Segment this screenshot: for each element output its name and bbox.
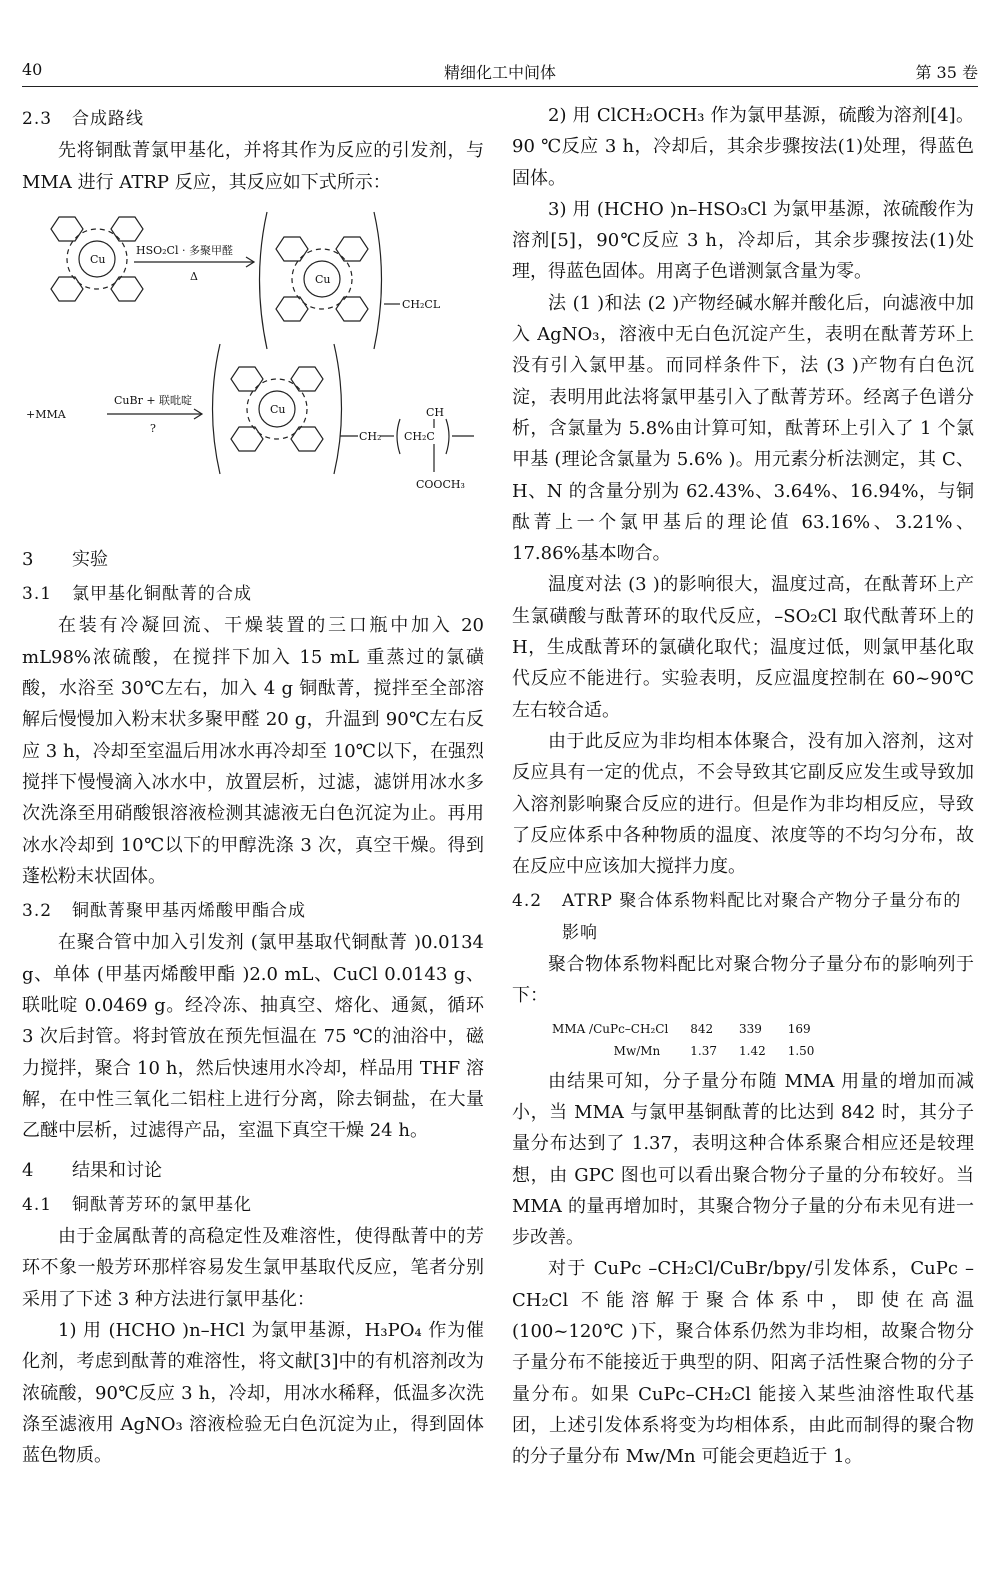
paragraph-4-1: 由于金属酞菁的高稳定性及难溶性，使得酞菁中的芳环不象一般芳环那样容易发生氯甲基取代反应，笔者分别采用了下述 3 种方法进行氯甲基化： xyxy=(22,1226,484,1310)
paragraph-3-1: 在装有冷凝回流、干燥装置的三口瓶中加入 20 mL98%浓硫酸，在搅拌下加入 15 mL 重蒸过的氯磺酸，水浴至 30℃左右，加入 4 g 铜酞菁，搅拌至全部溶解后慢慢加入粉末状多聚甲醛 20 g，升温到 90℃左右反应 3 h，冷却至室温后用冰水再冷却至 10℃以下，在强烈搅拌下慢慢滴入冰水中，放置层析，过滤，滤饼用冰水多次洗涤至用硝酸银溶液检测其滤液无白色沉淀为止。再用冰水冷却到 10℃以下的甲醇洗涤 3 次，真空干燥。得到蓬松粉末状固体。 xyxy=(22,615,484,887)
ratio-table xyxy=(552,1018,836,1062)
section-heading-4-1: 4.1 铜酞菁芳环的氯甲基化 xyxy=(22,1194,252,1215)
paragraph-result-3: 由于此反应为非均相本体聚合，没有加入溶剂，这对反应具有一定的优点，不会导致其它副反应发生或导致加入溶剂影响聚合反应的进行。但是作为非均相反应，导致了反应体系中各种物质的温度、浓度等的不均匀分布，故在反应中应该加大搅拌力度。 xyxy=(512,730,974,878)
metal-label-3: Cu xyxy=(270,402,286,416)
left-column xyxy=(22,100,484,1472)
reaction-scheme xyxy=(22,204,484,534)
methyl-label: CH xyxy=(426,405,445,419)
volume-label: 第 35 卷 xyxy=(915,63,978,82)
ester-label: COOCH₃ xyxy=(416,477,465,491)
chain-ch2-label: CH₂ xyxy=(359,429,382,443)
table-cell: 1.50 xyxy=(787,1043,815,1058)
table-row xyxy=(552,1018,836,1040)
table-cell: 1.42 xyxy=(739,1043,766,1058)
reagent-2-label: CuBr + 联吡啶 xyxy=(114,393,193,407)
page-header xyxy=(22,52,978,87)
section-heading-2-3: 2.3 合成路线 xyxy=(22,109,144,129)
condition-1-label: Δ xyxy=(190,269,198,283)
paragraph-method-3: 3) 用 (HCHO )n–HSO₃Cl 为氯甲基源，浓硫酸作为溶剂[5]，90℃反应 3 h，冷却后，其余步骤按法(1)处理，得蓝色固体。用离子色谱测氯含量为零。 xyxy=(512,198,974,283)
right-column xyxy=(512,100,974,1472)
repeat-unit-label: CH₂C xyxy=(404,429,435,443)
paragraph-result-6: 对于 CuPc –CH₂Cl/CuBr/bpy/引发体系，CuPc –CH₂Cl 不能溶解于聚合体系中，即使在高温 (100~120℃ )下，聚合体系仍然为非均相，故聚合物分子量分布不能接近于典型的阴、阳离子活性聚合物的分子量分布。如果 CuPc–CH₂Cl 能接入某些油溶性取代基团，上述引发体系将变为均相体系，由此而制得的聚合物的分子量分布 Mw/Mn 可能会更趋近于 1。 xyxy=(512,1258,974,1468)
section-heading-3: 3 实验 xyxy=(22,548,108,570)
paragraph-method-2: 2) 用 ClCH₂OCH₃ 作为氯甲基源，硫酸为溶剂[4]。90 ℃反应 3 h，冷却后，其余步骤按法(1)处理，得蓝色固体。 xyxy=(512,105,974,189)
reagent-1-label: HSO₂Cl · 多聚甲醛 xyxy=(136,243,233,257)
pendant-ch2cl-label: CH₂CL xyxy=(402,297,441,311)
table-cell: MMA /CuPc–CH₂Cl xyxy=(552,1021,669,1036)
section-heading-4: 4 结果和讨论 xyxy=(22,1159,162,1181)
table-row xyxy=(552,1040,836,1062)
table-cell: 842 xyxy=(690,1021,714,1036)
paragraph-result-2: 温度对法 (3 )的影响很大，温度过高，在酞菁环上产生氯磺酸与酞菁环的取代反应，–SO₂Cl 取代酞菁环上的 H，生成酞菁环的氯磺化取代；温度过低，则氯甲基化取代反应不能进行。实验表明，反应温度控制在 60~90℃左右较合适。 xyxy=(512,574,974,721)
paragraph-method-1: 1) 用 (HCHO )n–HCl 为氯甲基源，H₃PO₄ 作为催化剂，考虑到酞菁的难溶性，将文献[3]中的有机溶剂改为浓硫酸，90℃反应 3 h，冷却，用冰水稀释，低温多次洗涤至滤液用 AgNO₃ 溶液检验无白色沉淀为止，得到固体蓝色物质。 xyxy=(22,1320,484,1467)
section-heading-4-2: 4.2 ATRP 聚合体系物料配比对聚合产物分子量分布的影响 xyxy=(512,891,962,943)
mma-label: +MMA xyxy=(26,407,66,421)
paragraph-result-1: 法 (1 )和法 (2 )产物经碱水解并酸化后，向滤液中加入 AgNO₃，溶液中无白色沉淀产生，表明在酞菁芳环上没有引入氯甲基。而同样条件下，法 (3 )产物有白色沉淀，表明用此法将氯甲基引入了酞菁芳环。经离子色谱分析，含氯量为 5.8%由计算可知，酞菁环上引入了 1 个氯甲基 (理论含氯量为 5.6% )。用元素分析法测定，其 C、H、N 的含量分别为 62.43%、3.64%、16.94%，与铜酞菁上一个氯甲基后的理论值 63.16%、3.21%、17.86%基本吻合。 xyxy=(512,292,974,565)
table-cell: 1.37 xyxy=(690,1043,717,1058)
paragraph-result-5: 由结果可知，分子量分布随 MMA 用量的增加而减小，当 MMA 与氯甲基铜酞菁的比达到 842 时，其分子量分布达到了 1.37，表明这种合体系聚合相应还是较理想，由 GPC 图也可以看出聚合物分子量的分布较好。当 MMA 的量再增加时，其聚合物分子量的分布未见有进一步改善。 xyxy=(512,1070,974,1249)
page-number: 40 xyxy=(22,60,43,79)
metal-label-2: Cu xyxy=(315,272,331,286)
table-cell: 169 xyxy=(787,1021,811,1036)
paragraph-result-4: 聚合物体系物料配比对聚合物分子量分布的影响列于下： xyxy=(512,954,974,1007)
section-heading-3-2: 3.2 铜酞菁聚甲基丙烯酸甲酯合成 xyxy=(22,901,306,922)
paragraph-3-2: 在聚合管中加入引发剂 (氯甲基取代铜酞菁 )0.0134 g、单体 (甲基丙烯酸甲酯 )2.0 mL、CuCl 0.0143 g、联吡啶 0.0469 g。经冷冻、抽真空、熔化、通氮，循环 3 次后封管。将封管放在预先恒温在 75 ℃的油浴中，磁力搅拌，聚合 10 h，然后快速用水冷却，样品用 THF 溶解，在中性三氧化二铝柱上进行分离，除去铜盐，在大量乙醚中层析，过滤得产品，室温下真空干燥 24 h。 xyxy=(22,932,484,1142)
journal-title: 精细化工中间体 xyxy=(443,63,556,82)
condition-2-label: ? xyxy=(150,421,156,435)
section-heading-3-1: 3.1 氯甲基化铜酞菁的合成 xyxy=(22,584,252,605)
paragraph-route: 先将铜酞菁氯甲基化，并将其作为反应的引发剂，与 MMA 进行 ATRP 反应，其反应如下式所示： xyxy=(22,140,484,193)
table-cell: Mw/Mn xyxy=(613,1043,661,1058)
table-cell: 339 xyxy=(739,1021,762,1036)
reaction-scheme-svg xyxy=(22,204,484,534)
metal-label-1: Cu xyxy=(90,252,106,266)
